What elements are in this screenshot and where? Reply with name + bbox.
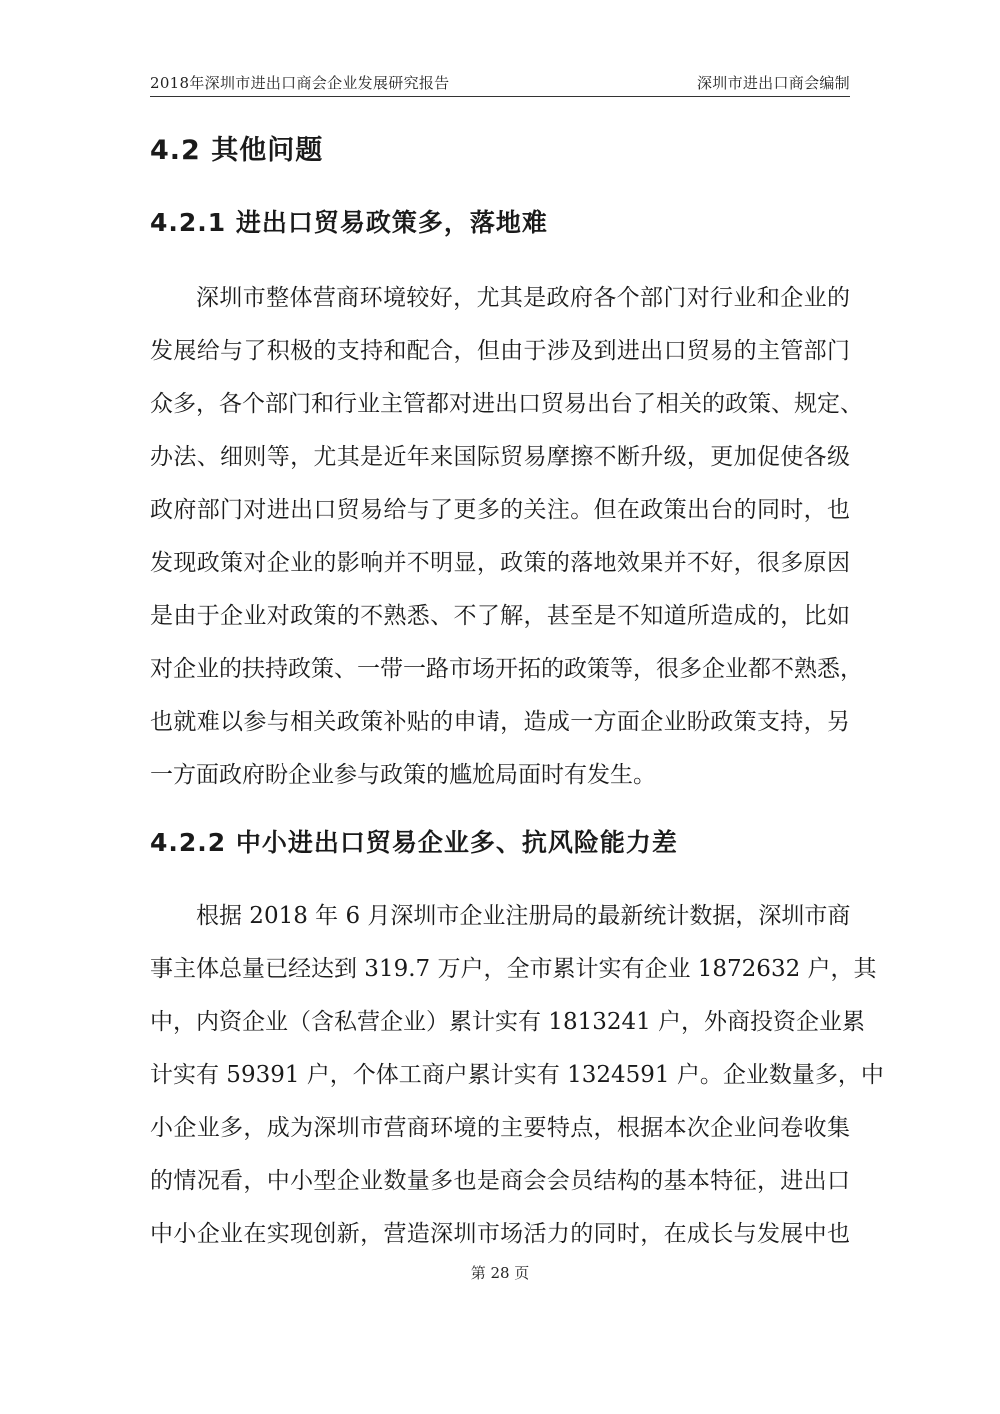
header-report-title: 2018年深圳市进出口商会企业发展研究报告 [150,74,450,92]
subsection-2-title: 4.2.2 中小进出口贸易企业多、抗风险能力差 [150,828,678,857]
section-title: 4.2 其他问题 [150,135,324,166]
page-number: 第 28 页 [470,1264,530,1282]
paragraph-line: 深圳市整体营商环境较好，尤其是政府各个部门对行业和企业的 [196,285,850,311]
paragraph-line: 中，内资企业（含私营企业）累计实有 1813241 户，外商投资企业累 [150,1009,866,1035]
subsection-1-title: 4.2.1 进出口贸易政策多，落地难 [150,208,548,237]
paragraph-line: 发展给与了积极的支持和配合，但由于涉及到进出口贸易的主管部门 [150,338,850,364]
page-header [150,66,850,97]
paragraph-line: 是由于企业对政策的不熟悉、不了解，甚至是不知道所造成的，比如 [150,603,850,629]
paragraph-line: 小企业多，成为深圳市营商环境的主要特点，根据本次企业问卷收集 [150,1115,850,1141]
paragraph-line: 办法、细则等，尤其是近年来国际贸易摩擦不断升级，更加促使各级 [150,444,850,470]
paragraph-line: 众多，各个部门和行业主管都对进出口贸易出台了相关的政策、规定、 [150,391,863,417]
paragraph-line: 也就难以参与相关政策补贴的申请，造成一方面企业盼政策支持，另 [150,709,850,735]
paragraph-line: 的情况看，中小型企业数量多也是商会会员结构的基本特征，进出口 [150,1168,850,1194]
paragraph-line: 政府部门对进出口贸易给与了更多的关注。但在政策出台的同时，也 [150,497,850,523]
paragraph-line: 计实有 59391 户，个体工商户累计实有 1324591 户。企业数量多，中 [150,1062,884,1088]
header-publisher: 深圳市进出口商会编制 [696,74,850,92]
paragraph-line: 对企业的扶持政策、一带一路市场开拓的政策等，很多企业都不熟悉， [150,656,863,682]
paragraph-line: 一方面政府盼企业参与政策的尴尬局面时有发生。 [150,762,656,788]
subsection-1-paragraph [150,272,863,802]
paragraph-line: 根据 2018 年 6 月深圳市企业注册局的最新统计数据，深圳市商 [196,903,851,929]
paragraph-line: 事主体总量已经达到 319.7 万户，全市累计实有企业 1872632 户，其 [150,956,877,982]
paragraph-line: 中小企业在实现创新，营造深圳市场活力的同时，在成长与发展中也 [150,1221,850,1247]
paragraph-line: 发现政策对企业的影响并不明显，政策的落地效果并不好，很多原因 [150,550,850,576]
subsection-2-paragraph [150,890,884,1261]
